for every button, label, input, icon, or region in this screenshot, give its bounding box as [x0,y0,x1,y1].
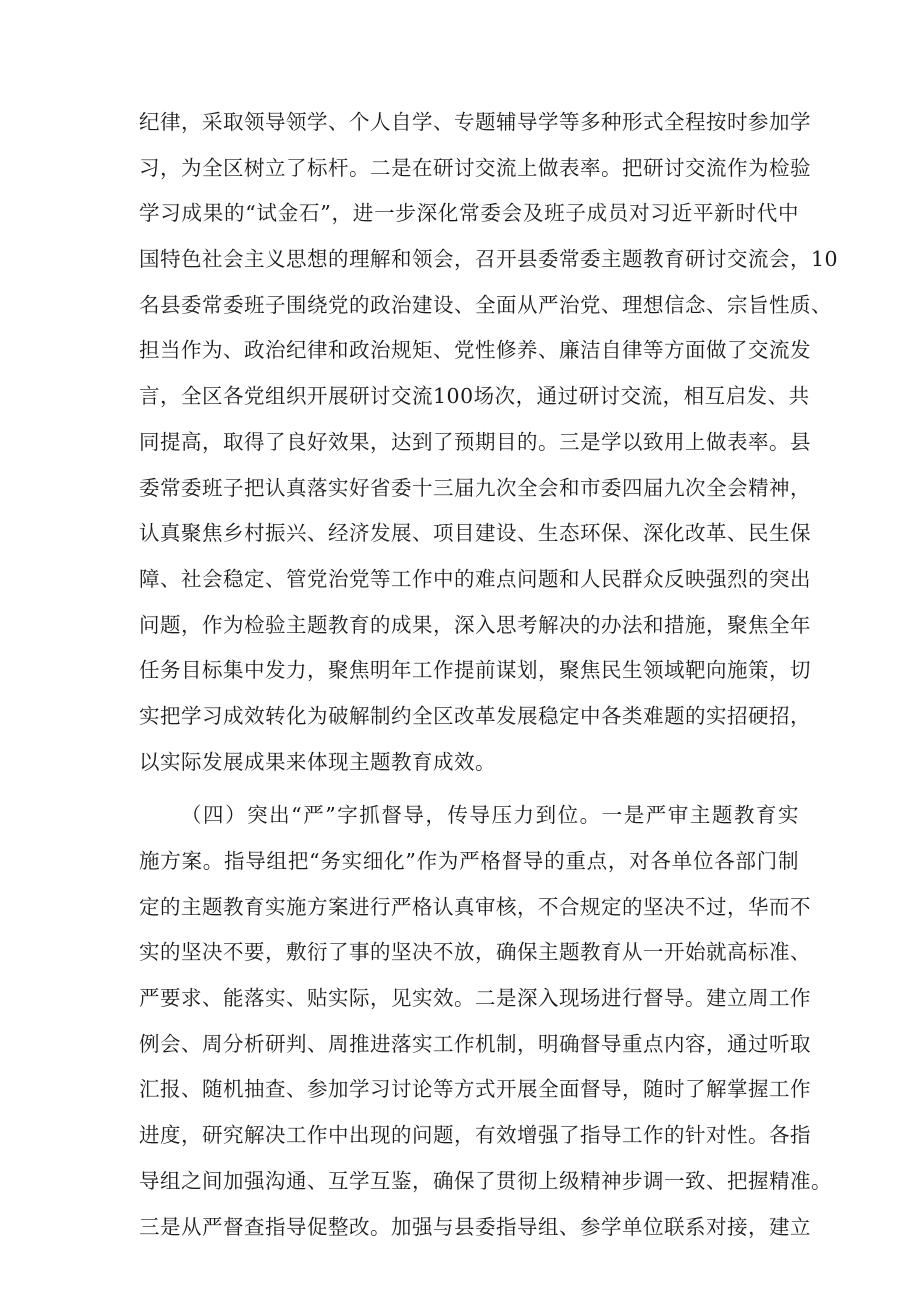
document-body [139,100,839,1250]
text-line: 实把学习成效转化为破解制约全区改革发展稳定中各类难题的实招硬招， [139,703,811,728]
text-line: 言，全区各党组织开展研讨交流100场次，通过研讨交流，相互启发、共 [139,384,810,409]
paragraph-1 [139,100,839,785]
text-line: 学习成果的“试金石”，进一步深化常委会及班子成员对习近平新时代中 [139,201,799,226]
paragraph-2 [139,793,832,1250]
text-line: 进度，研究解决工作中出现的问题，有效增强了指导工作的针对性。各指 [139,1123,811,1148]
text-line: 委常委班子把认真落实好省委十三届九次全会和市委四届九次全会精神， [139,475,811,500]
text-line: 认真聚焦乡村振兴、经济发展、项目建设、生态环保、深化改革、民生保 [139,521,811,546]
text-line: 实的坚决不要，敷衍了事的坚决不放，确保主题教育从一开始就高标准、 [139,940,811,965]
text-line: 例会、周分析研判、周推进落实工作机制，明确督导重点内容，通过听取 [139,1031,811,1056]
paragraph-gap [139,785,799,793]
text-line: 同提高，取得了良好效果，达到了预期目的。三是学以致用上做表率。县 [139,429,811,454]
text-line: 名县委常委班子围绕党的政治建设、全面从严治党、理想信念、宗旨性质、 [139,292,832,317]
text-line: 问题，作为检验主题教育的成果，深入思考解决的办法和措施，聚焦全年 [139,612,811,637]
text-line: 担当作为、政治纪律和政治规矩、党性修养、廉洁自律等方面做了交流发 [139,338,811,363]
text-line: 严要求、能落实、贴实际，见实效。二是深入现场进行督导。建立周工作 [139,986,811,1011]
text-line: 障、社会稳定、管党治党等工作中的难点问题和人民群众反映强烈的突出 [139,566,811,591]
text-line: 汇报、随机抽查、参加学习讨论等方式开展全面督导，随时了解掌握工作 [139,1077,811,1102]
text-line: 导组之间加强沟通、互学互鉴，确保了贯彻上级精神步调一致、把握精准。 [139,1168,832,1193]
text-line: 任务目标集中发力，聚焦明年工作提前谋划，聚焦民生领域靶向施策，切 [139,658,811,683]
text-line: 纪律，采取领导领学、个人自学、专题辅导学等多种形式全程按时参加学 [139,110,811,134]
text-line: 定的主题教育实施方案进行严格认真审核，不合规定的坚决不过，华而不 [139,894,811,919]
text-line: 三是从严督查指导促整改。加强与县委指导组、参学单位联系对接，建立 [139,1214,811,1239]
text-line: 习，为全区树立了标杆。二是在研讨交流上做表率。把研讨交流作为检验 [139,155,811,180]
text-line: （四）突出“严”字抓督导，传导压力到位。一是严审主题教育实 [181,803,799,828]
text-line: 国特色社会主义思想的理解和领会，召开县委常委主题教育研讨交流会，10 [139,247,839,272]
text-line: 以实际发展成果来体现主题教育成效。 [139,749,496,774]
text-line: 施方案。指导组把“务实细化”作为严格督导的重点，对各单位各部门制 [139,849,799,873]
